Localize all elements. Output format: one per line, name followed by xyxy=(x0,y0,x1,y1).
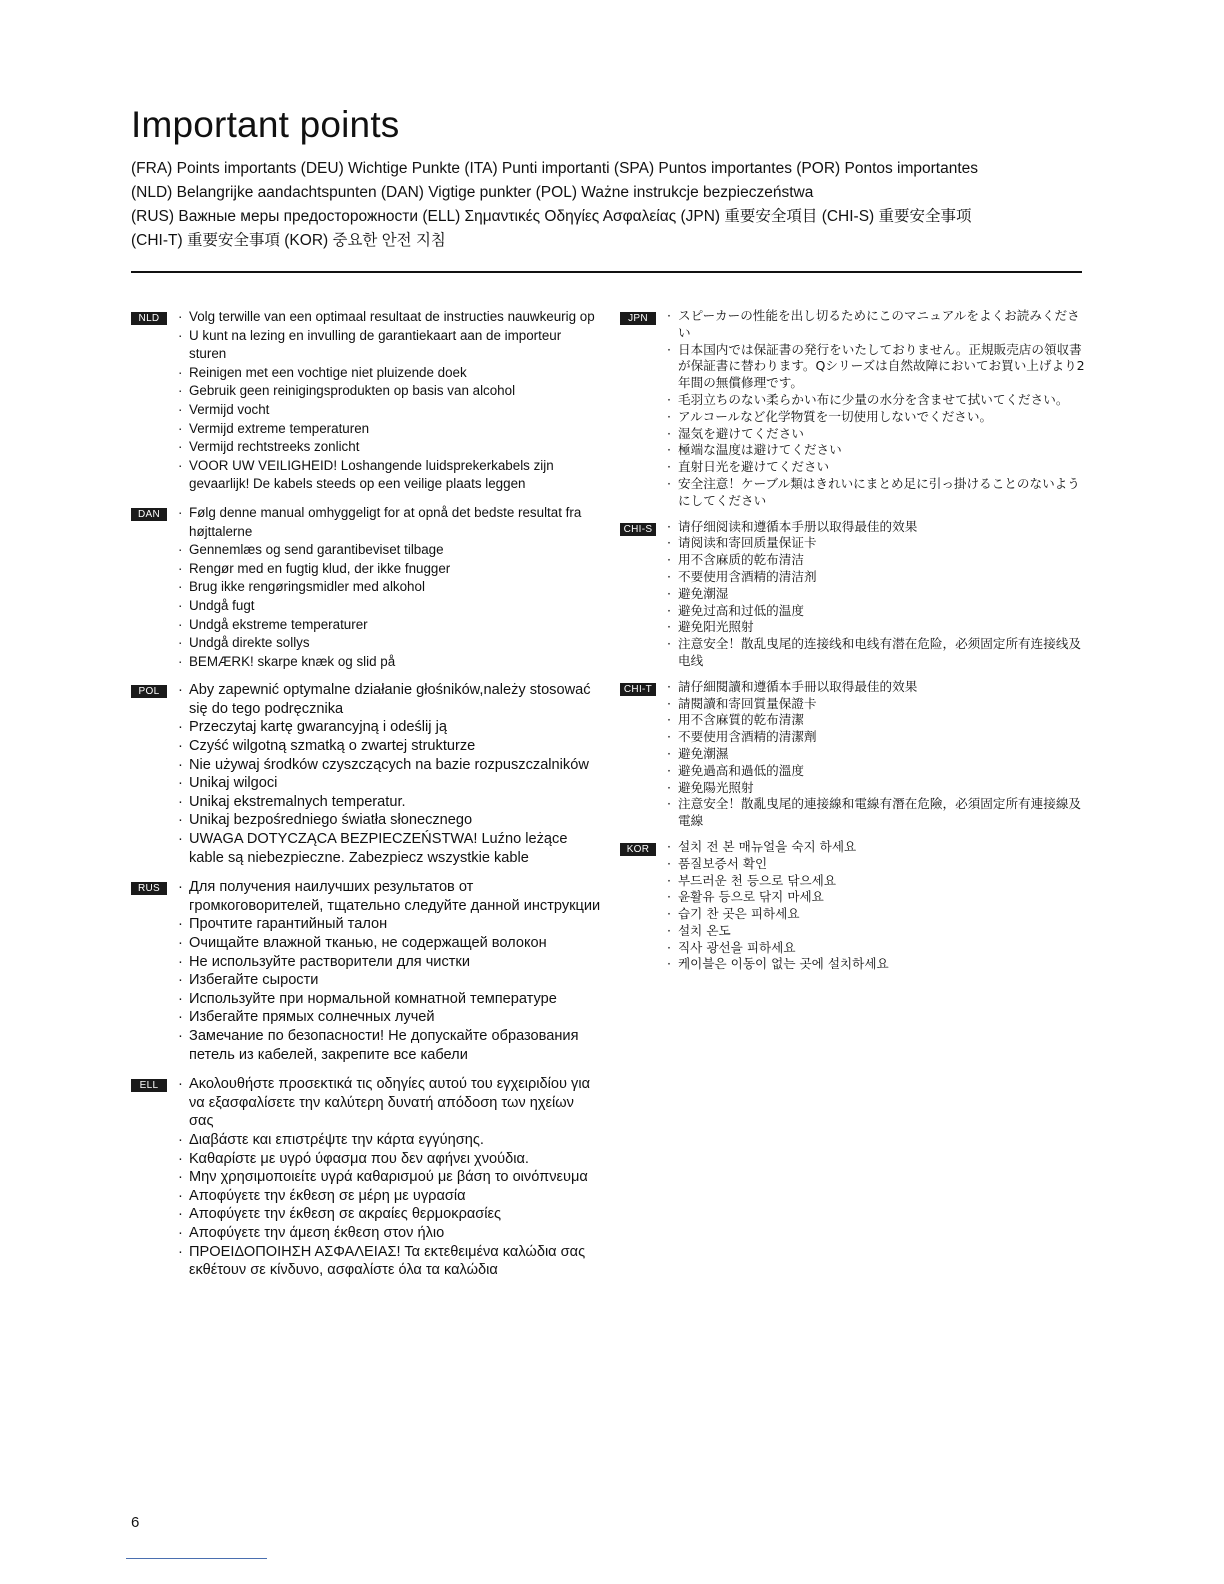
list-item: · 습기 찬 곳은 피하세요 xyxy=(667,906,1090,923)
section-chi-s xyxy=(620,519,1090,670)
language-badge: DAN xyxy=(131,508,167,521)
list-item: · Ακολουθήστε προσεκτικά τις οδηγίες αυτού του εγχειριδίου για να εξασφαλίσετε την καλύτερη δυνατή απόδοση των ηχείων σας xyxy=(178,1075,601,1131)
list-item: · 湿気を避けてください xyxy=(667,426,1090,443)
list-item: · Используйте при нормальной комнатной температуре xyxy=(178,990,601,1009)
language-line: (RUS) Важные меры предосторожности (ELL) Σημαντικές Οδηγίες Ασφαλείας (JPN) 重要安全項目 (CHI-S) 重要安全事项 xyxy=(131,208,972,225)
list-item: · Undgå ekstreme temperaturer xyxy=(178,616,601,635)
list-item: · 케이블은 이동이 없는 곳에 설치하세요 xyxy=(667,956,1090,973)
left-column xyxy=(131,308,601,1280)
list-item: · Aby zapewnić optymalne działanie głośników,należy stosować się do tego podręcznika xyxy=(178,681,601,718)
list-item: · Czyść wilgotną szmatką o zwartej strukturze xyxy=(178,737,601,756)
language-line: (NLD) Belangrijke aandachtspunten (DAN) Vigtige punkter (POL) Ważne instrukcje bezpieczeństwa xyxy=(131,184,814,201)
list-item: · 避免过高和过低的温度 xyxy=(667,603,1090,620)
list-item: · 用不含麻質的乾布清潔 xyxy=(667,712,1090,729)
list-item: · 極端な温度は避けてください xyxy=(667,442,1090,459)
language-badge: JPN xyxy=(620,312,656,325)
list-item: · 不要使用含酒精的清潔劑 xyxy=(667,729,1090,746)
list-item: · VOOR UW VEILIGHEID! Loshangende luidsprekerkabels zijn gevaarlijk! De kabels steeds op een veilige plaats leggen xyxy=(178,457,601,494)
language-badge: RUS xyxy=(131,882,167,895)
page-number: 6 xyxy=(131,1514,140,1531)
list-item: · Przeczytaj kartę gwarancyjną i odeślij ją xyxy=(178,718,601,737)
list-item: · Reinigen met een vochtige niet pluizende doek xyxy=(178,364,601,383)
list-item: · Nie używaj środków czyszczących na bazie rozpuszczalników xyxy=(178,756,601,775)
instruction-list xyxy=(667,839,1090,973)
section-jpn xyxy=(620,308,1090,510)
list-item: · Μην χρησιμοποιείτε υγρά καθαρισμού με βάση το οινόπνευμα xyxy=(178,1168,601,1187)
list-item: · Избегайте прямых солнечных лучей xyxy=(178,1008,601,1027)
list-item: · 避免潮湿 xyxy=(667,586,1090,603)
list-item: · Gebruik geen reinigingsprodukten op basis van alcohol xyxy=(178,382,601,401)
list-item: · 避免阳光照射 xyxy=(667,619,1090,636)
list-item: · Замечание по безопасности! Не допускайте образования петель из кабелей, закрепите все кабели xyxy=(178,1027,601,1064)
instruction-list xyxy=(178,308,601,494)
instruction-list xyxy=(667,308,1090,510)
list-item: · Διαβάστε και επιστρέψτε την κάρτα εγγύησης. xyxy=(178,1131,601,1150)
language-badge: ELL xyxy=(131,1079,167,1092)
list-item: · Unikaj ekstremalnych temperatur. xyxy=(178,793,601,812)
list-item: · 用不含麻质的乾布清洁 xyxy=(667,552,1090,569)
section-dan xyxy=(131,504,601,671)
list-item: · Vermijd vocht xyxy=(178,401,601,420)
footer-link-underline xyxy=(126,1558,267,1559)
section-pol xyxy=(131,681,601,867)
list-item: · Прочтите гарантийный талон xyxy=(178,915,601,934)
list-item: · 請仔細閱讀和遵循本手冊以取得最佳的效果 xyxy=(667,679,1090,696)
list-item: · Избегайте сырости xyxy=(178,971,601,990)
language-badge: POL xyxy=(131,685,167,698)
list-item: · Rengør med en fugtig klud, der ikke fnugger xyxy=(178,560,601,579)
list-item: · UWAGA DOTYCZĄCA BEZPIECZEŃSTWA! Luźno leżące kable są niebezpieczne. Zabezpiecz wszystkie kable xyxy=(178,830,601,867)
list-item: · Для получения наилучших результатов от громкоговорителей, тщательно следуйте данной инструкции xyxy=(178,878,601,915)
list-item: · Gennemlæs og send garantibeviset tilbage xyxy=(178,541,601,560)
list-item: · 避免潮濕 xyxy=(667,746,1090,763)
header-divider xyxy=(131,271,1082,273)
instruction-list xyxy=(178,878,601,1064)
list-item: · 품질보증서 확인 xyxy=(667,856,1090,873)
list-item: · Не используйте растворители для чистки xyxy=(178,953,601,972)
list-item: · 설치 온도 xyxy=(667,923,1090,940)
list-item: · 윤활유 등으로 닦지 마세요 xyxy=(667,889,1090,906)
list-item: · Følg denne manual omhyggeligt for at opnå det bedste resultat fra højttalerne xyxy=(178,504,601,541)
page-title: Important points xyxy=(131,104,400,145)
list-item: · アルコールなど化学物質を一切使用しないでください。 xyxy=(667,409,1090,426)
list-item: · Unikaj bezpośredniego światła słonecznego xyxy=(178,811,601,830)
list-item: · Undgå fugt xyxy=(178,597,601,616)
language-badge: KOR xyxy=(620,843,656,856)
list-item: · Αποφύγετε την άμεση έκθεση στον ήλιο xyxy=(178,1224,601,1243)
right-column xyxy=(620,308,1090,973)
language-badge: CHI-T xyxy=(620,683,656,696)
list-item: · Vermijd extreme temperaturen xyxy=(178,420,601,439)
list-item: · Volg terwille van een optimaal resultaat de instructies nauwkeurig op xyxy=(178,308,601,327)
instruction-list xyxy=(178,504,601,671)
list-item: · 不要使用含酒精的清洁剂 xyxy=(667,569,1090,586)
list-item: · 请仔细阅读和遵循本手册以取得最佳的效果 xyxy=(667,519,1090,536)
list-item: · Очищайте влажной тканью, не содержащей волокон xyxy=(178,934,601,953)
list-item: · 日本国内では保証書の発行をいたしておりません。正規販売店の領収書が保証書に替わります。Qシリーズは自然故障においてお買い上げより2年間の無償修理です。 xyxy=(667,342,1090,392)
list-item: · 설치 전 본 매뉴얼을 숙지 하세요 xyxy=(667,839,1090,856)
list-item: · 毛羽立ちのない柔らかい布に少量の水分を含ませて拭いてください。 xyxy=(667,392,1090,409)
list-item: · 避免陽光照射 xyxy=(667,780,1090,797)
list-item: · Unikaj wilgoci xyxy=(178,774,601,793)
list-item: · Undgå direkte sollys xyxy=(178,634,601,653)
list-item: · Αποφύγετε την έκθεση σε ακραίες θερμοκρασίες xyxy=(178,1205,601,1224)
list-item: · Καθαρίστε με υγρό ύφασμα που δεν αφήνει χνούδια. xyxy=(178,1150,601,1169)
section-rus xyxy=(131,878,601,1064)
section-nld xyxy=(131,308,601,494)
list-item: · BEMÆRK! skarpe knæk og slid på xyxy=(178,653,601,672)
list-item: · Αποφύγετε την έκθεση σε μέρη με υγρασία xyxy=(178,1187,601,1206)
language-line: (FRA) Points importants (DEU) Wichtige Punkte (ITA) Punti importanti (SPA) Puntos importantes (POR) Pontos importantes xyxy=(131,160,979,177)
instruction-list xyxy=(178,681,601,867)
list-item: · 安全注意！ケーブル類はきれいにまとめ足に引っ掛けることのないようにしてください xyxy=(667,476,1090,510)
list-item: · 注意安全！散乱曳尾的连接线和电线有潜在危险，必须固定所有连接线及电线 xyxy=(667,636,1090,670)
list-item: · Brug ikke rengøringsmidler med alkohol xyxy=(178,578,601,597)
section-chi-t xyxy=(620,679,1090,830)
language-badge: CHI-S xyxy=(620,523,656,536)
list-item: · 请阅读和寄回质量保证卡 xyxy=(667,535,1090,552)
list-item: · Vermijd rechtstreeks zonlicht xyxy=(178,438,601,457)
list-item: · 直射日光を避けてください xyxy=(667,459,1090,476)
instruction-list xyxy=(667,519,1090,670)
list-item: · 직사 광선을 피하세요 xyxy=(667,940,1090,957)
language-list xyxy=(131,157,1091,253)
list-item: · スピーカーの性能を出し切るためにこのマニュアルをよくお読みください xyxy=(667,308,1090,342)
list-item: · 避免過高和過低的溫度 xyxy=(667,763,1090,780)
list-item: · ΠΡΟΕΙΔΟΠΟΙΗΣΗ ΑΣΦΑΛΕΙΑΣ! Τα εκτεθειμένα καλώδια σας εκθέτουν σε κίνδυνο, ασφαλίστε όλα τα καλώδια xyxy=(178,1243,601,1280)
list-item: · 注意安全！散亂曳尾的連接線和電線有潛在危險，必須固定所有連接線及電線 xyxy=(667,796,1090,830)
list-item: · 부드러운 천 등으로 닦으세요 xyxy=(667,873,1090,890)
instruction-list xyxy=(178,1075,601,1280)
list-item: · U kunt na lezing en invulling de garantiekaart aan de importeur sturen xyxy=(178,327,601,364)
section-kor xyxy=(620,839,1090,973)
language-line: (CHI-T) 重要安全事項 (KOR) 중요한 안전 지침 xyxy=(131,232,446,249)
list-item: · 請閱讀和寄回質量保證卡 xyxy=(667,696,1090,713)
section-ell xyxy=(131,1075,601,1280)
language-badge: NLD xyxy=(131,312,167,325)
instruction-list xyxy=(667,679,1090,830)
